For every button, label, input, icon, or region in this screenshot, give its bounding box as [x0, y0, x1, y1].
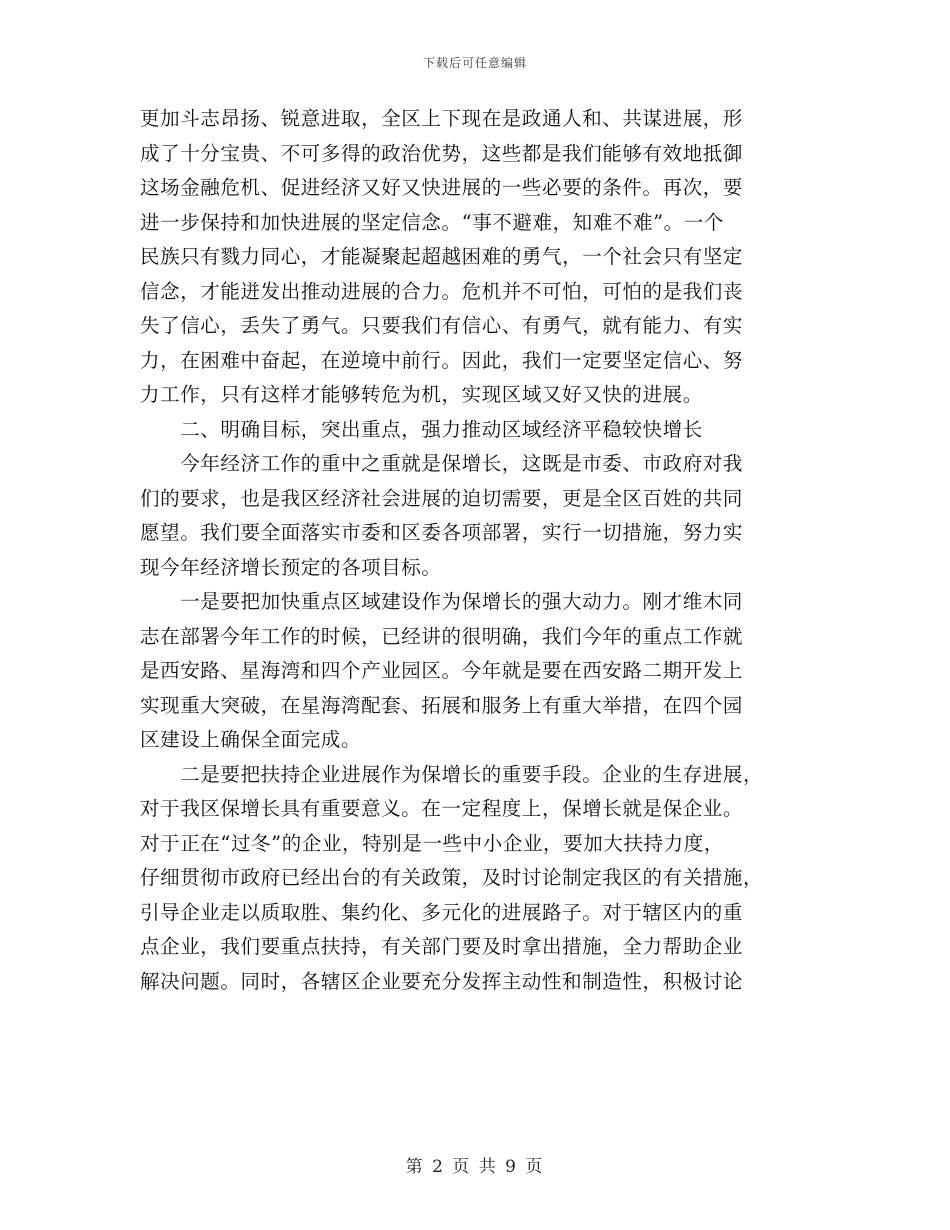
- document-body: [140, 102, 805, 999]
- page-header: 下载后可任意编辑: [422, 56, 527, 70]
- text-line: 一是要把加快重点区域建设作为保增长的强大动力。刚才维木同: [140, 590, 744, 613]
- text-line: 信念，才能迸发出推动进展的合力。危机并不可怕，可怕的是我们丧: [140, 279, 744, 303]
- text-line: 民族只有戮力同心，才能凝聚起超越困难的勇气，一个社会只有坚定: [140, 245, 744, 268]
- text-line: 成了十分宝贵、不可多得的政治优势，这些都是我们能够有效地抵御: [140, 141, 744, 165]
- page-number-footer: 第 2 页 共 9 页: [405, 1157, 545, 1177]
- text-line: 这场金融危机、促进经济又好又快进展的一些必要的条件。再次，要: [140, 176, 744, 199]
- text-line: 对于我区保增长具有重要意义。在一定程度上，保增长就是保企业。: [140, 797, 744, 820]
- text-line: 们的要求，也是我区经济社会进展的迫切需要，更是全区百姓的共同: [140, 486, 744, 510]
- text-line: 解决问题。同时，各辖区企业要充分发挥主动性和制造性，积极讨论: [140, 969, 744, 993]
- text-line: 实现重大突破，在星海湾配套、拓展和服务上有重大举措，在四个园: [140, 693, 744, 717]
- text-line: 现今年经济增长预定的各项目标。: [140, 555, 442, 579]
- text-line: 愿望。我们要全面落实市委和区委各项部署，实行一切措施，努力实: [140, 521, 744, 544]
- text-line: 失了信心，丢失了勇气。只要我们有信心、有勇气，就有能力、有实: [140, 314, 744, 337]
- text-line: 仔细贯彻市政府已经出台的有关政策，及时讨论制定我区的有关措施，: [140, 866, 764, 889]
- text-line: 进一步保持和加快进展的坚定信念。“事不避难，知难不难”。一个: [140, 210, 724, 234]
- text-line: 对于正在“过冬”的企业，特别是一些中小企业，要加大扶持力度，: [140, 831, 724, 855]
- text-line: 更加斗志昂扬、锐意进取，全区上下现在是政通人和、共谋进展，形: [140, 107, 744, 130]
- text-line: 是西安路、星海湾和四个产业园区。今年就是要在西安路二期开发上: [140, 659, 744, 682]
- text-line: 志在部署今年工作的时候，已经讲的很明确，我们今年的重点工作就: [140, 624, 744, 648]
- text-line: 力，在困难中奋起，在逆境中前行。因此，我们一定要坚定信心、努: [140, 348, 744, 372]
- section-heading: 二、明确目标，突出重点，强力推动区域经济平稳较快增长: [140, 417, 703, 441]
- text-line: 力工作，只有这样才能够转危为机，实现区域又好又快的进展。: [140, 383, 703, 406]
- text-line: 区建设上确保全面完成。: [140, 728, 362, 751]
- text-line: 今年经济工作的重中之重就是保增长，这既是市委、市政府对我: [140, 452, 744, 475]
- text-line: 点企业，我们要重点扶持，有关部门要及时拿出措施，全力帮助企业: [140, 935, 744, 958]
- text-line: 二是要把扶持企业进展作为保增长的重要手段。企业的生存进展，: [140, 762, 764, 786]
- text-line: 引导企业走以质取胜、集约化、多元化的进展路子。对于辖区内的重: [140, 900, 744, 924]
